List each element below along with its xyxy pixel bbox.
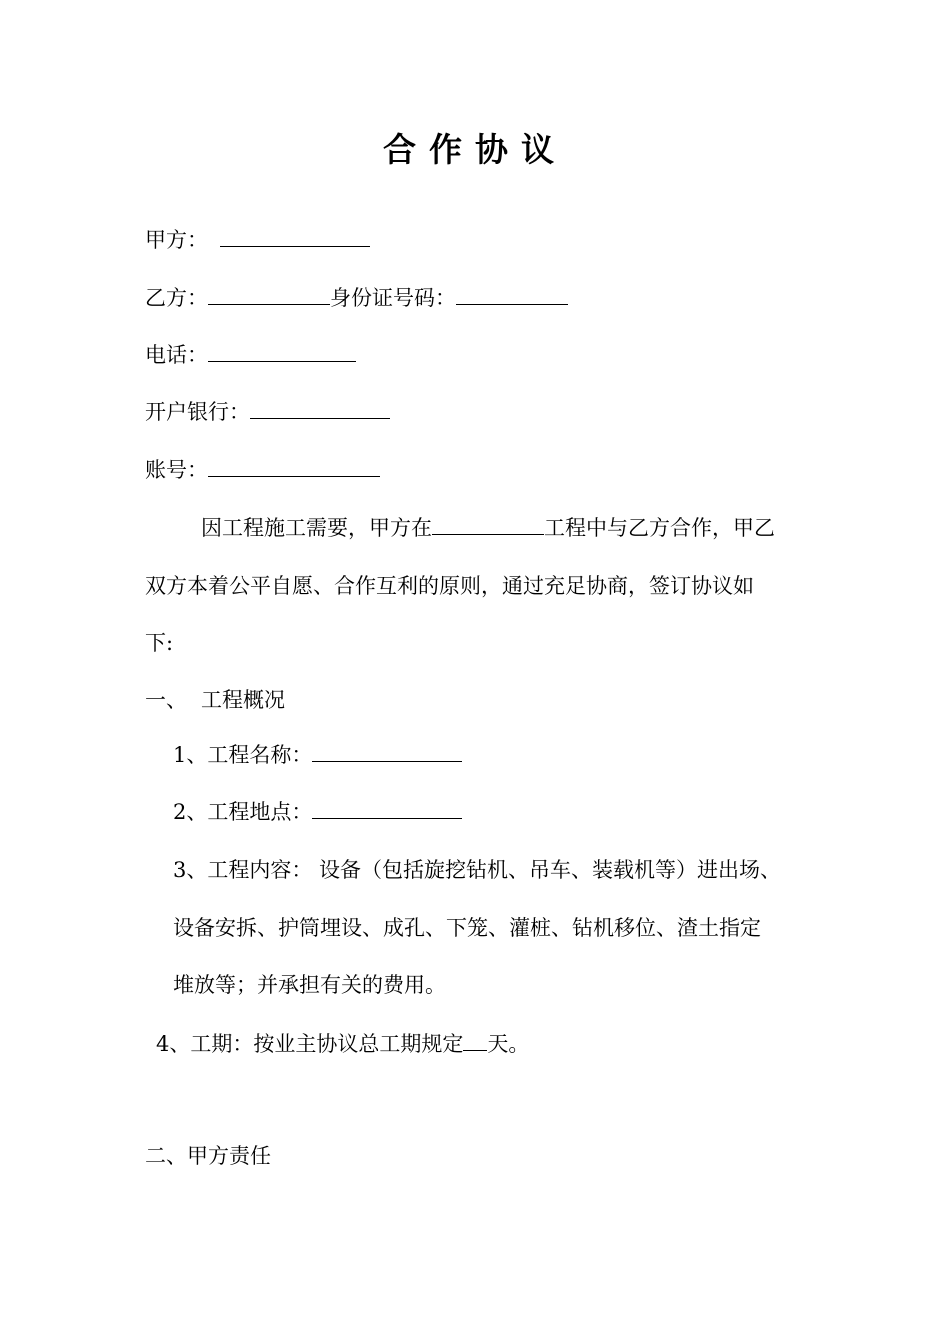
phone-label: 电话：	[145, 343, 208, 367]
id-number-blank[interactable]	[456, 284, 568, 305]
section-2-heading: 二、甲方责任	[145, 1144, 271, 1168]
project-name-line	[173, 740, 462, 770]
project-content-line-3: 堆放等；并承担有关的费用。	[173, 973, 446, 997]
project-content-line-2: 设备安拆、护筒埋设、成孔、下笼、灌桩、钻机移位、渣土指定	[173, 916, 761, 940]
project-location-line	[173, 797, 462, 827]
document-title: 合作协议	[383, 130, 567, 169]
project-duration-unit: 天。	[487, 1032, 530, 1056]
project-location-blank[interactable]	[312, 798, 462, 819]
account-line	[145, 455, 380, 485]
phone-blank[interactable]	[208, 341, 356, 362]
project-content-line-1: 3、工程内容： 设备（包括旋挖钻机、吊车、装载机等）进出场、	[173, 858, 782, 882]
project-duration-text: 4、工期：按业主协议总工期规定	[156, 1032, 464, 1056]
bank-label: 开户银行：	[145, 400, 250, 424]
section-1-title: 工程概况	[201, 688, 285, 712]
bank-blank[interactable]	[250, 398, 390, 419]
party-b-blank[interactable]	[208, 284, 330, 305]
project-name-blank[interactable]	[432, 514, 544, 535]
party-b-label: 乙方：	[145, 286, 208, 310]
party-a-blank[interactable]	[220, 226, 370, 247]
intro-text-before: 因工程施工需要，甲方在	[201, 516, 432, 540]
account-blank[interactable]	[208, 456, 380, 477]
party-a-label: 甲方：	[145, 228, 208, 252]
intro-text-after: 工程中与乙方合作，甲乙	[544, 516, 775, 540]
id-number-label: 身份证号码：	[330, 286, 456, 310]
bank-line	[145, 397, 390, 427]
intro-line-2: 双方本着公平自愿、合作互利的原则，通过充足协商，签订协议如	[145, 574, 754, 598]
section-1-heading	[145, 685, 285, 715]
intro-line-1	[201, 513, 775, 543]
account-label: 账号：	[145, 458, 208, 482]
party-a-line	[145, 225, 370, 255]
project-duration-line	[156, 1029, 529, 1059]
party-b-line	[145, 283, 568, 313]
phone-line	[145, 340, 356, 370]
project-name-label: 1、工程名称：	[173, 743, 313, 767]
project-location-label: 2、工程地点：	[173, 800, 313, 824]
project-name-field-blank[interactable]	[312, 741, 462, 762]
intro-line-3: 下:	[145, 631, 174, 655]
section-1-number: 一、	[145, 688, 187, 712]
project-duration-blank[interactable]	[463, 1030, 487, 1051]
